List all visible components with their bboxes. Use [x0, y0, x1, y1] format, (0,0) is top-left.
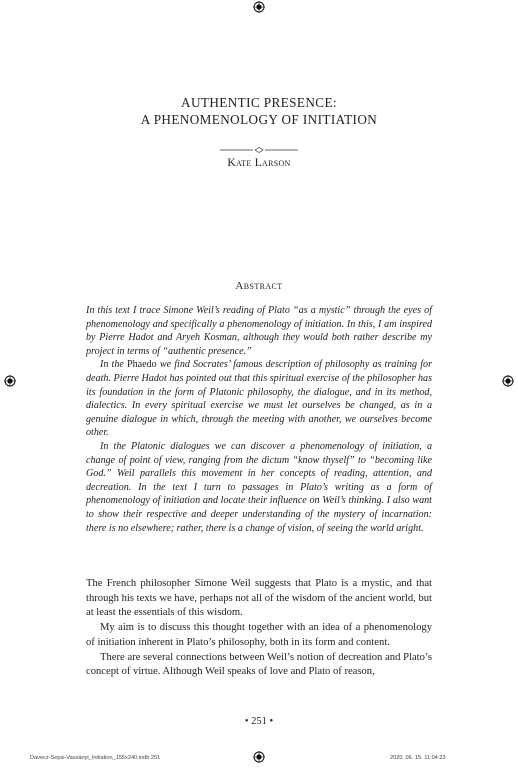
abstract-paragraph: In the Platonic dialogues we can discover a phenomenology of initiation, a change of point of view, ranging from the dictum “know thyself” to “becoming like God.” Weil parallels this movement in her concepts of reading, attention, and decreation. In the text I turn to passages in Plato’s writing as a form of phenomenology of initiation and locate their influence on Weil’s thinking. I also want to show their respective and deeper understanding of the mystery of incarnation: there is no elsewhere; rather, there is a change of vision, of seeing the world aright. [86, 440, 432, 534]
work-title: Phaedo [127, 359, 157, 371]
body-text [86, 577, 432, 680]
abstract-text-span: we find Socrates’ famous description of philosophy as training for death. Pierre Hadot has pointed out that this spiritual exercise of the philosopher has its foundation in the form of Platonic philosophy, the dialogue, and in its method, dialectics. In every spiritual exercise we must let ourselves be changed, as in a genuine dialogue in which, through the meeting with another, we ourselves become other. [86, 359, 432, 439]
registration-mark-icon [253, 751, 265, 763]
abstract-paragraph [86, 358, 432, 440]
page-number: • 251 • [244, 716, 274, 727]
body-paragraph: The French philosopher Simone Weil suggests that Plato is a mystic, and that through his texts we have, perhaps not all of the wisdom of the ancient world, but at least the essentials of this wisdom. [86, 578, 432, 619]
registration-mark-icon [253, 1, 265, 13]
abstract-heading: Abstract [235, 280, 283, 292]
abstract-text [86, 304, 432, 535]
registration-mark-icon [4, 375, 16, 387]
registration-mark-icon [502, 375, 514, 387]
author-name: Kate Larson [227, 157, 291, 169]
article-title [0, 94, 518, 128]
body-paragraph: My aim is to discuss this thought together with an idea of a phenomenology of initiation inherent in Plato’s philosophy, both in its form and content. [86, 622, 432, 648]
body-paragraph: There are several connections between Weil’s notion of decreation and Plato’s concept of virtue. Although Weil speaks of love and Plato of reason, [86, 651, 432, 678]
title-line-1: AUTHENTIC PRESENCE: [181, 95, 337, 110]
abstract-paragraph: In this text I trace Simone Weil’s reading of Plato “as a mystic” through the eyes of phenomenology and specifically a phenomenology of initiation. In this, I am inspired by Pierre Hadot and Aryeh Kosman, although they would both rather describe my project in terms of “authentic presence.” [86, 305, 432, 357]
print-slug-timestamp: 2020. 06. 15. 11:04:23 [390, 755, 446, 761]
abstract-text-span: In the [100, 359, 128, 371]
ornament-rule-icon [220, 141, 298, 149]
print-slug-file: Davecz-Sepsi-Vassányi_Initiation_155x240.indb 251 [30, 755, 161, 761]
title-line-2: A PHENOMENOLOGY OF INITIATION [140, 112, 378, 127]
